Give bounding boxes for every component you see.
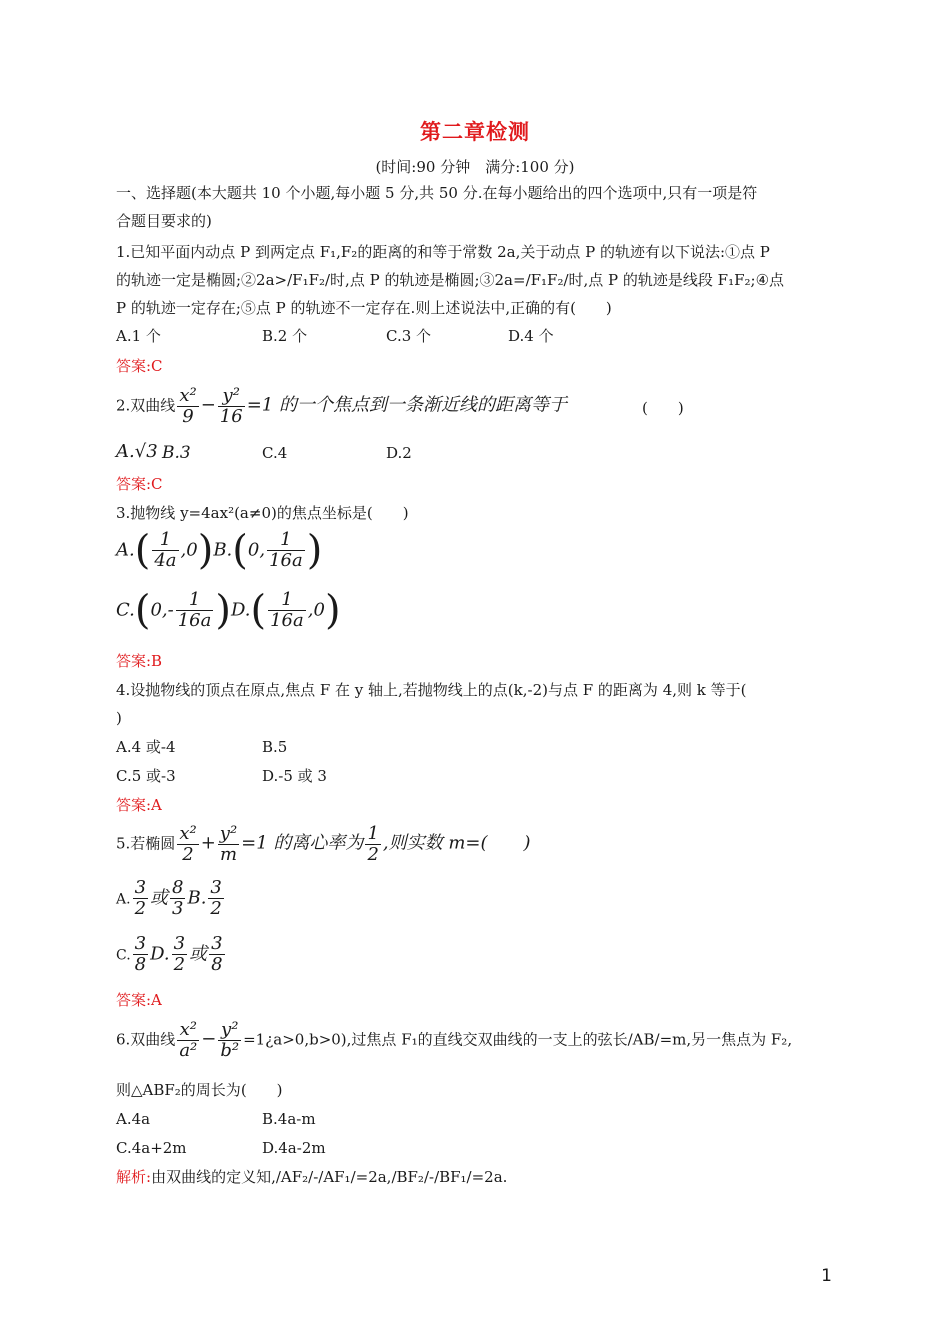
q3-stem: 3.抛物线 y=4ax²(a≠0)的焦点坐标是( ) — [116, 504, 409, 522]
q2-option-a: A.√3 — [116, 441, 158, 462]
q5-frac-e: $\frac{1}{2}$ — [367, 823, 379, 865]
q5-stem: 5.若椭圆 $\frac{\text{x²}}{2}$ + $\frac{\text{y²}}{m}$ =1 的离心率为 $\frac{1}{2}$ ,则实数 m=( ) — [116, 823, 531, 865]
q5-frac-x: $\frac{\text{x²}}{2}$ — [179, 823, 197, 865]
q3-a-frac: $\frac{1}{4a}$ — [154, 529, 177, 571]
q6-stem: 6.双曲线 $\frac{\text{x²}}{\text{a²}}$ − $\frac{\text{y²}}{\text{b²}}$ =1¿a>0,b>0),过焦点 F₁的直线交双曲线的一支上的弦长/AB/=m,另一焦点为 F₂, — [116, 1019, 793, 1061]
q5-options-cd: C. $\frac{3}{8}$ D. $\frac{3}{2}$ 或 $\frac{3}{8}$ — [116, 933, 223, 975]
q1-option-c: C.3 个 — [386, 327, 432, 345]
q5-frac-y: $\frac{\text{y²}}{m}$ — [219, 823, 238, 865]
exam-time-score: (时间:90 分钟 满分:100 分) — [375, 158, 575, 176]
q1-answer: 答案:C — [116, 357, 163, 375]
q6-explanation — [116, 1167, 507, 1187]
q1-option-a: A.1 个 — [116, 327, 161, 345]
q6-option-a: A.4a — [116, 1110, 151, 1128]
section-heading-line-1: 一、选择题(本大题共 10 个小题,每小题 5 分,共 50 分.在每小题给出的四个选项中,只有一项是符 — [116, 184, 758, 202]
q2-frac-y: $\frac{\text{y²}}{16}$ — [219, 385, 243, 427]
q1-stem-line-3: P 的轨迹一定存在;⑤点 P 的轨迹不一定存在.则上述说法中,正确的有( ) — [116, 299, 612, 317]
q6-option-b: B.4a-m — [262, 1110, 316, 1128]
q6-stem-line-2: 则△ABF₂的周长为( ) — [116, 1081, 283, 1099]
q6-explanation-text: 由双曲线的定义知,/AF₂/-/AF₁/=2a,/BF₂/-/BF₁/=2a. — [151, 1168, 508, 1186]
q2-option-d: D.2 — [386, 444, 412, 462]
page-title: 第二章检测 — [420, 119, 530, 144]
q4-option-b: B.5 — [262, 738, 288, 756]
q1-option-b: B.2 个 — [262, 327, 308, 345]
q2-suffix: =1 的一个焦点到一条渐近线的距离等于 — [246, 394, 567, 416]
q4-option-c: C.5 或-3 — [116, 767, 176, 785]
q4-stem-line-2: ) — [116, 709, 122, 727]
page-number: 1 — [821, 1266, 832, 1286]
q6-option-c: C.4a+2m — [116, 1139, 187, 1157]
q3-d-frac: $\frac{1}{16a}$ — [270, 589, 304, 631]
q2-option-c: C.4 — [262, 444, 288, 462]
q5-options-ab: A. $\frac{3}{2}$ 或 $\frac{8}{3}$ B. $\frac{3}{2}$ — [116, 877, 222, 919]
q1-stem-line-2: 的轨迹一定是椭圆;②2a>/F₁F₂/时,点 P 的轨迹是椭圆;③2a=/F₁F₂/时,点 P 的轨迹是线段 F₁F₂;④点 — [116, 271, 785, 289]
q2-answer: 答案:C — [116, 475, 163, 493]
q3-answer: 答案:B — [116, 652, 163, 670]
q2-stem: 2.双曲线 $\frac{\text{x²}}{9}$ − $\frac{\text{y²}}{16}$ =1 的一个焦点到一条渐近线的距离等于 — [116, 385, 567, 427]
q3-b-frac: $\frac{1}{16a}$ — [269, 529, 303, 571]
q1-option-d: D.4 个 — [508, 327, 554, 345]
q2-option-b: B.3 — [162, 443, 191, 463]
q3-options-cd: C.(0,- $\frac{1}{16a}$ )D.( $\frac{1}{16a}$ ,0) — [116, 587, 341, 634]
q4-answer: 答案:A — [116, 796, 162, 814]
section-heading-line-2: 合题目要求的) — [116, 212, 212, 230]
q6-frac-y: $\frac{\text{y²}}{\text{b²}}$ — [220, 1019, 240, 1061]
q2-paren: ( ) — [642, 399, 684, 417]
q2-frac-x: $\frac{\text{x²}}{9}$ — [179, 385, 197, 427]
q4-stem-line-1: 4.设抛物线的顶点在原点,焦点 F 在 y 轴上,若抛物线上的点(k,-2)与点 F 的距离为 4,则 k 等于( — [116, 681, 747, 699]
q3-options-ab: A.( $\frac{1}{4a}$ ,0)B.(0, $\frac{1}{16a}$ ) — [116, 527, 323, 574]
q2-prefix: 2.双曲线 — [116, 396, 176, 415]
q6-frac-x: $\frac{\text{x²}}{\text{a²}}$ — [179, 1019, 198, 1061]
q4-option-a: A.4 或-4 — [116, 738, 176, 756]
q5-answer: 答案:A — [116, 991, 162, 1009]
q3-c-frac: $\frac{1}{16a}$ — [177, 589, 212, 631]
q1-stem-line-1: 1.已知平面内动点 P 到两定点 F₁,F₂的距离的和等于常数 2a,关于动点 P 的轨迹有以下说法:①点 P — [116, 243, 770, 261]
q4-option-d: D.-5 或 3 — [262, 767, 327, 785]
q6-explanation-label: 解析: — [116, 1168, 152, 1186]
q6-option-d: D.4a-2m — [262, 1139, 326, 1157]
